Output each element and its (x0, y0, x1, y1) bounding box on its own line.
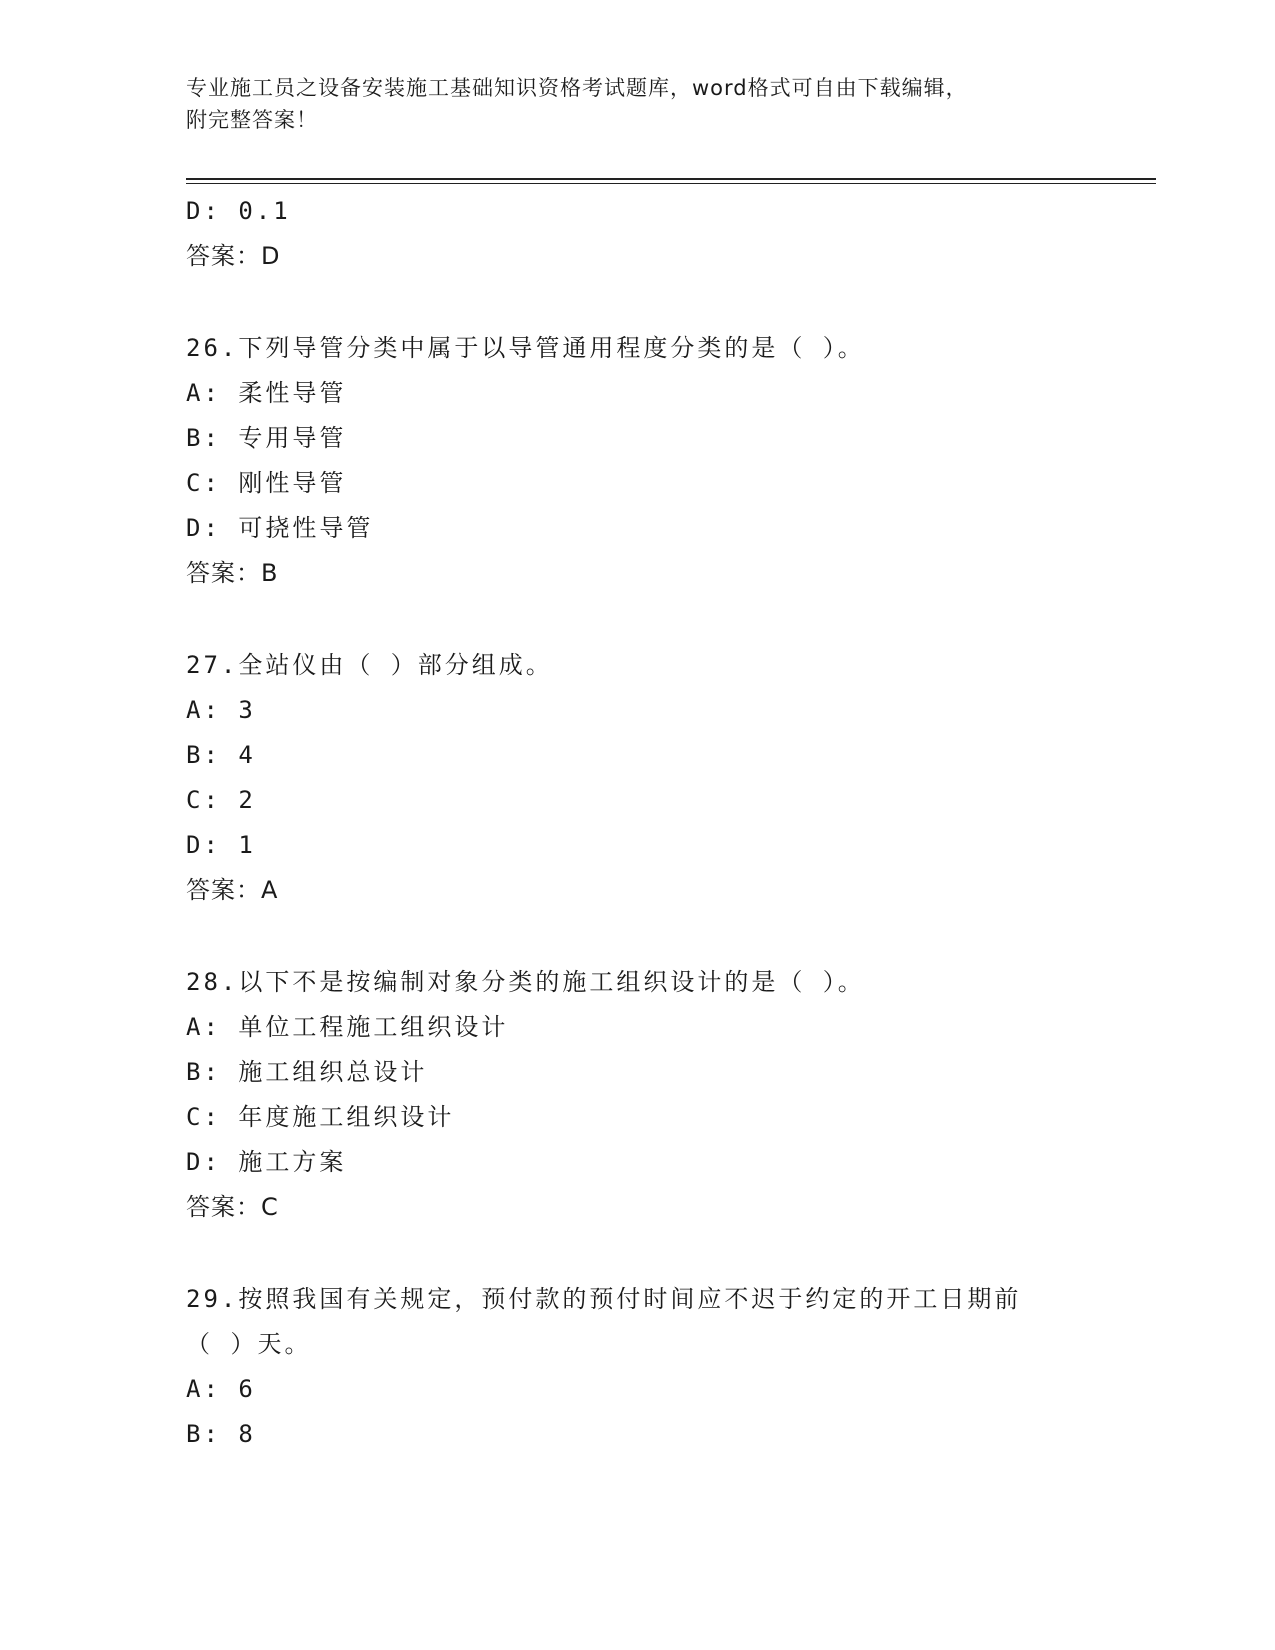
question-stem: 27.全站仪由（ ）部分组成。 (186, 651, 553, 679)
option-b: B: 8 (186, 1420, 256, 1448)
document-header (186, 72, 1086, 136)
spacer (186, 279, 1086, 326)
option-d: D: 1 (186, 831, 256, 859)
option-c: C: 年度施工组织设计 (186, 1103, 455, 1131)
answer-line: 答案：D (186, 242, 281, 270)
header-line-1: 专业施工员之设备安装施工基础知识资格考试题库，word格式可自由下载编辑， (186, 76, 968, 100)
question-27 (186, 643, 1086, 913)
option-b: B: 专用导管 (186, 424, 347, 452)
option-b: B: 4 (186, 741, 256, 769)
spacer (186, 913, 1086, 960)
answer-line: 答案：C (186, 1193, 279, 1221)
option-c: C: 刚性导管 (186, 469, 347, 497)
spacer (186, 1230, 1086, 1277)
option-a: A: 单位工程施工组织设计 (186, 1013, 509, 1041)
option-d: D: 可挠性导管 (186, 514, 374, 542)
header-divider-thick (186, 178, 1156, 180)
header-line-2: 附完整答案！ (186, 108, 318, 132)
answer-line: 答案：A (186, 876, 279, 904)
question-stem-line-1: 29.按照我国有关规定，预付款的预付时间应不迟于约定的开工日期前 (186, 1285, 1022, 1313)
previous-question-tail (186, 189, 1086, 279)
question-stem: 28.以下不是按编制对象分类的施工组织设计的是（ ）。 (186, 968, 865, 996)
option-a: A: 6 (186, 1375, 256, 1403)
question-stem-line-2: （ ）天。 (186, 1330, 312, 1358)
option-b: B: 施工组织总设计 (186, 1058, 428, 1086)
question-26 (186, 326, 1086, 596)
option-c: C: 2 (186, 786, 256, 814)
option-d: D: 施工方案 (186, 1148, 347, 1176)
option-a: A: 3 (186, 696, 256, 724)
question-28 (186, 960, 1086, 1230)
question-list (186, 189, 1086, 1457)
header-divider-thin (186, 183, 1156, 184)
spacer (186, 596, 1086, 643)
question-29 (186, 1277, 1086, 1457)
option-a: A: 柔性导管 (186, 379, 347, 407)
answer-line: 答案：B (186, 559, 279, 587)
question-stem: 26.下列导管分类中属于以导管通用程度分类的是（ ）。 (186, 334, 865, 362)
option-d: D: 0.1 (186, 197, 291, 225)
